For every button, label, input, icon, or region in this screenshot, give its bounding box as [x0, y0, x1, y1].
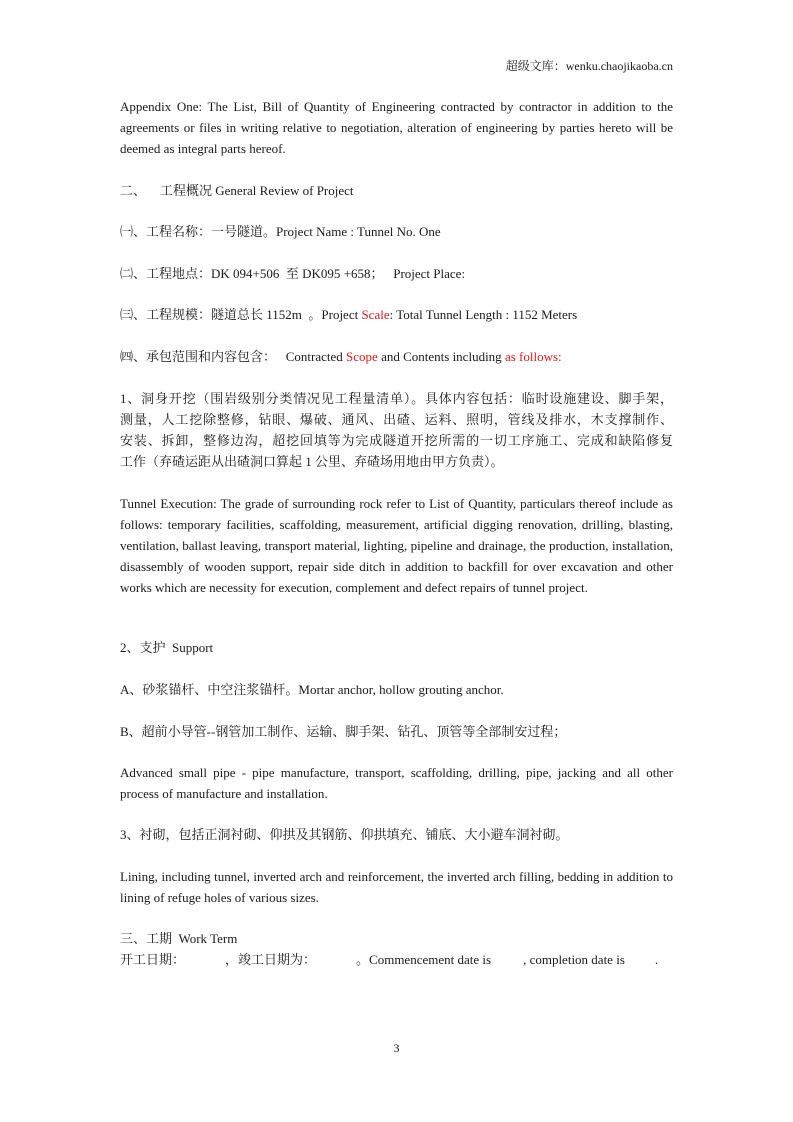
- paragraph-line: 安装、拆卸，整修边沟，超挖回填等为完成隧道开挖所需的一切工序施工、完成和缺陷修复: [120, 433, 673, 448]
- section-number: 二、: [120, 183, 147, 198]
- section-3-heading: 三、工期 Work Term: [120, 931, 238, 946]
- scope-item: [120, 346, 673, 367]
- commencement-label-en: 。Commencement date is: [356, 952, 492, 967]
- text: ㈢、工程规模：隧道总长 1152m 。Project: [120, 307, 362, 322]
- completion-label-cn: ，竣工日期为：: [225, 952, 317, 967]
- text: : Total Tunnel Length : 1152 Meters: [389, 307, 578, 322]
- period: .: [654, 952, 659, 967]
- commencement-label-cn: 开工日期：: [120, 952, 186, 967]
- section-title: 工程概况 General Review of Project: [160, 183, 354, 198]
- highlight: as follows:: [504, 349, 562, 364]
- support-b-en: Advanced small pipe - pipe manufacture, transport, scaffolding, drilling, pipe, jacking and all other process of manufacture and installation.: [120, 765, 673, 801]
- page-header: 超级文库：wenku.chaojikaoba.cn: [505, 59, 673, 73]
- page-number: 3: [393, 1041, 400, 1055]
- project-place-item: ㈡、工程地点：DK 094+506 至 DK095 +658； Project Place:: [120, 266, 466, 281]
- completion-label-en: , completion date is: [523, 952, 625, 967]
- work-term-line: [120, 949, 673, 970]
- support-a: A、砂浆锚杆、中空注浆锚杆。Mortar anchor, hollow grouting anchor.: [120, 682, 504, 697]
- highlight: Scale: [361, 307, 390, 322]
- project-name-item: ㈠、工程名称：一号隧道。Project Name : Tunnel No. One: [120, 224, 441, 239]
- excavation-cn-paragraph: [120, 388, 673, 472]
- lining-en: Lining, including tunnel, inverted arch and reinforcement, the inverted arch filling, bedding in addition to lining of refuge holes of various sizes.: [120, 869, 673, 905]
- section-2-heading: [120, 180, 673, 201]
- appendix-paragraph: Appendix One: The List, Bill of Quantity of Engineering contracted by contractor in addition to the agreements or files in writing relative to negotiation, alteration of engineering by parties hereto will be deemed as integral parts hereof.: [120, 99, 673, 156]
- paragraph-line: 测量，人工挖除整修，钻眼、爆破、通风、出碴、运料、照明，管线及排水，木支撑制作、: [120, 412, 673, 427]
- text: and Contents including: [377, 349, 505, 364]
- lining-cn: 3、衬砌，包括正洞衬砌、仰拱及其钢筋、仰拱填充、铺底、大小避车洞衬砌。: [120, 827, 569, 842]
- support-heading: 2、支护 Support: [120, 640, 214, 655]
- paragraph-line: 1、洞身开挖（围岩级别分类情况见工程量清单）。具体内容包括：临时设施建设、脚手架，: [120, 391, 673, 406]
- text: ㈣、承包范围和内容包含： Contracted: [120, 349, 347, 364]
- paragraph-line: 工作（弃碴运距从出碴洞口算起 1 公里、弃碴场用地由甲方负责）。: [120, 454, 504, 469]
- project-scale-item: [120, 304, 673, 325]
- highlight: Scope: [346, 349, 378, 364]
- support-b: B、超前小导管--钢管加工制作、运输、脚手架、钻孔、顶管等全部制安过程；: [120, 724, 567, 739]
- excavation-en-paragraph: Tunnel Execution: The grade of surrounding rock refer to List of Quantity, particulars thereof include as follows: temporary facilities, scaffolding, measurement, artificial digging renovation, drilling, blasting, ventilation, ballast leaving, transport material, lighting, pipeline and drainage, the production, installation, disassembly of wooden support, repair side ditch in addition to backfill for over excavation and other works which are necessity for execution, complement and defect repairs of tunnel project.: [120, 496, 673, 595]
